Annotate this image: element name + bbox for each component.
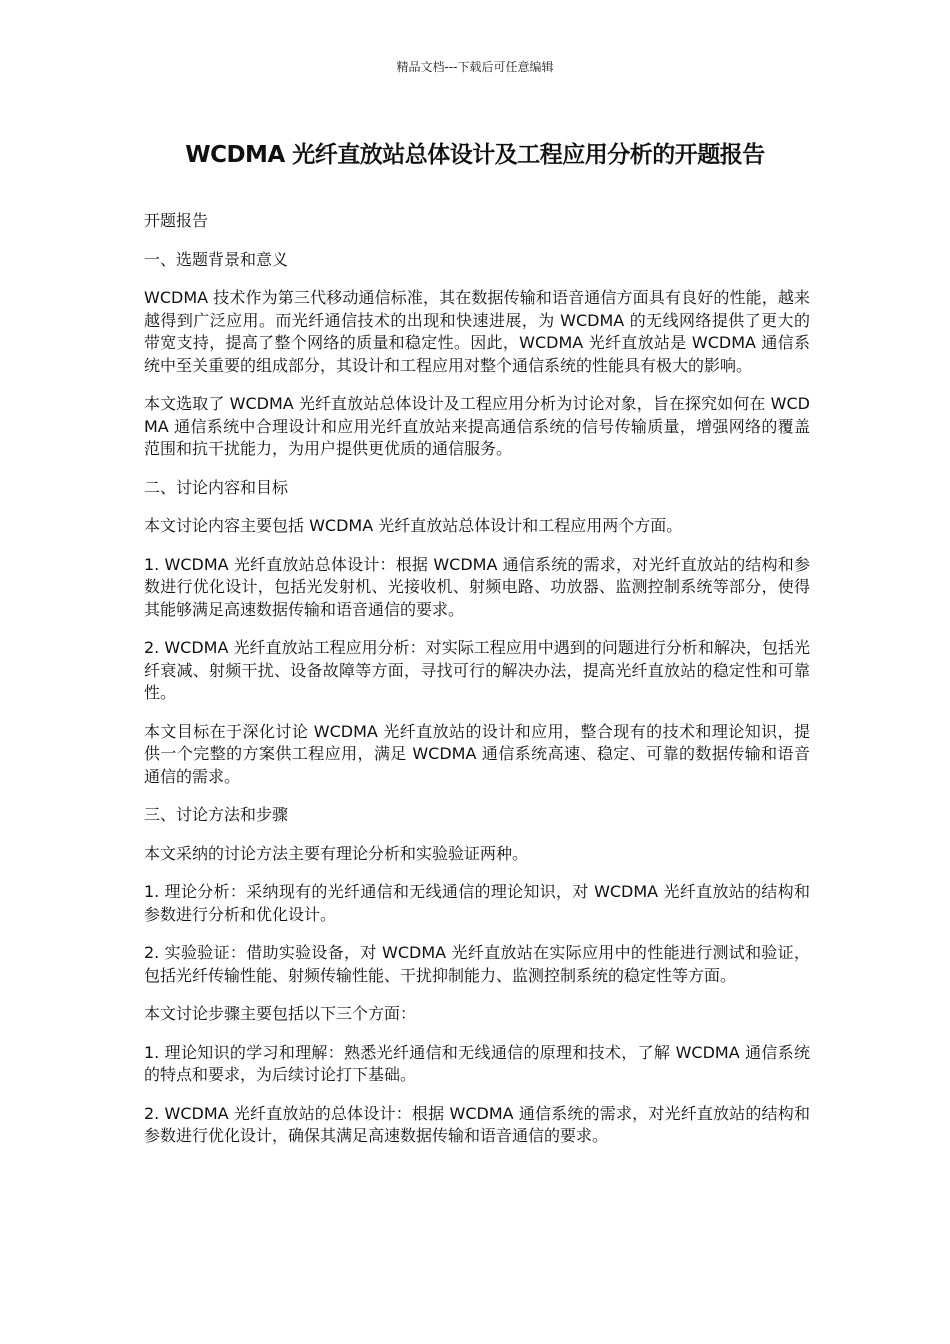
paragraph-goals: 本文目标在于深化讨论 WCDMA 光纤直放站的设计和应用，整合现有的技术和理论知识，提供一个完整的方案供工程应用，满足 WCDMA 通信系统高速、稳定、可靠的数据传输和语音通信的需求。 — [144, 721, 810, 786]
paragraph-methods-intro: 本文采纳的讨论方法主要有理论分析和实验验证两种。 — [144, 843, 529, 863]
section-heading-methods: 三、讨论方法和步骤 — [144, 805, 289, 824]
list-item-engineering: 2. WCDMA 光纤直放站工程应用分析：对实际工程应用中遇到的问题进行分析和解决，包括光纤衰减、射频干扰、设备故障等方面，寻找可行的解决办法，提高光纤直放站的稳定性和可靠性。 — [144, 638, 810, 702]
document-body — [144, 210, 810, 1164]
paragraph-background-2: 本文选取了 WCDMA 光纤直放站总体设计及工程应用分析为讨论对象，旨在探究如何在 WCDMA 通信系统中合理设计和应用光纤直放站来提高通信系统的信号传输质量，增强网络的覆盖范围和抗干扰能力，为用户提供更优质的通信服务。 — [144, 394, 810, 458]
paragraph-steps-intro: 本文讨论步骤主要包括以下三个方面： — [144, 1004, 417, 1023]
paragraph-content-intro: 本文讨论内容主要包括 WCDMA 光纤直放站总体设计和工程应用两个方面。 — [144, 516, 683, 535]
section-heading-background: 一、选题背景和意义 — [144, 249, 289, 269]
section-label-report: 开题报告 — [144, 211, 209, 230]
list-item-design: 1. WCDMA 光纤直放站总体设计：根据 WCDMA 通信系统的需求，对光纤直放站的结构和参数进行优化设计，包括光发射机、光接收机、射频电路、功放器、监测控制系统等部分，使得其能够满足高速数据传输和语音通信的要求。 — [144, 554, 810, 619]
section-heading-content-goals: 二、讨论内容和目标 — [144, 477, 289, 497]
list-item-step-1: 1. 理论知识的学习和理解：熟悉光纤通信和无线通信的原理和技术，了解 WCDMA 通信系统的特点和要求，为后续讨论打下基础。 — [144, 1042, 810, 1084]
list-item-theory: 1. 理论分析：采纳现有的光纤通信和无线通信的理论知识，对 WCDMA 光纤直放站的结构和参数进行分析和优化设计。 — [144, 882, 810, 924]
paragraph-background-1: WCDMA 技术作为第三代移动通信标准，其在数据传输和语音通信方面具有良好的性能，越来越得到广泛应用。而光纤通信技术的出现和快速进展，为 WCDMA 的无线网络提供了更大的带宽支持，提高了整个网络的质量和稳定性。因此，WCDMA 光纤直放站是 WCDMA 通信系统中至关重要的组成部分，其设计和工程应用对整个通信系统的性能具有极大的影响。 — [144, 288, 810, 375]
list-item-experiment: 2. 实验验证：借助实验设备，对 WCDMA 光纤直放站在实际应用中的性能进行测试和验证，包括光纤传输性能、射频传输性能、干扰抑制能力、监测控制系统的稳定性等方面。 — [144, 943, 810, 985]
list-item-step-2: 2. WCDMA 光纤直放站的总体设计：根据 WCDMA 通信系统的需求，对光纤直放站的结构和参数进行优化设计，确保其满足高速数据传输和语音通信的要求。 — [144, 1103, 810, 1145]
page-header-note: 精品文档---下载后可任意编辑 — [396, 60, 554, 74]
document-title: WCDMA 光纤直放站总体设计及工程应用分析的开题报告 — [185, 142, 765, 168]
